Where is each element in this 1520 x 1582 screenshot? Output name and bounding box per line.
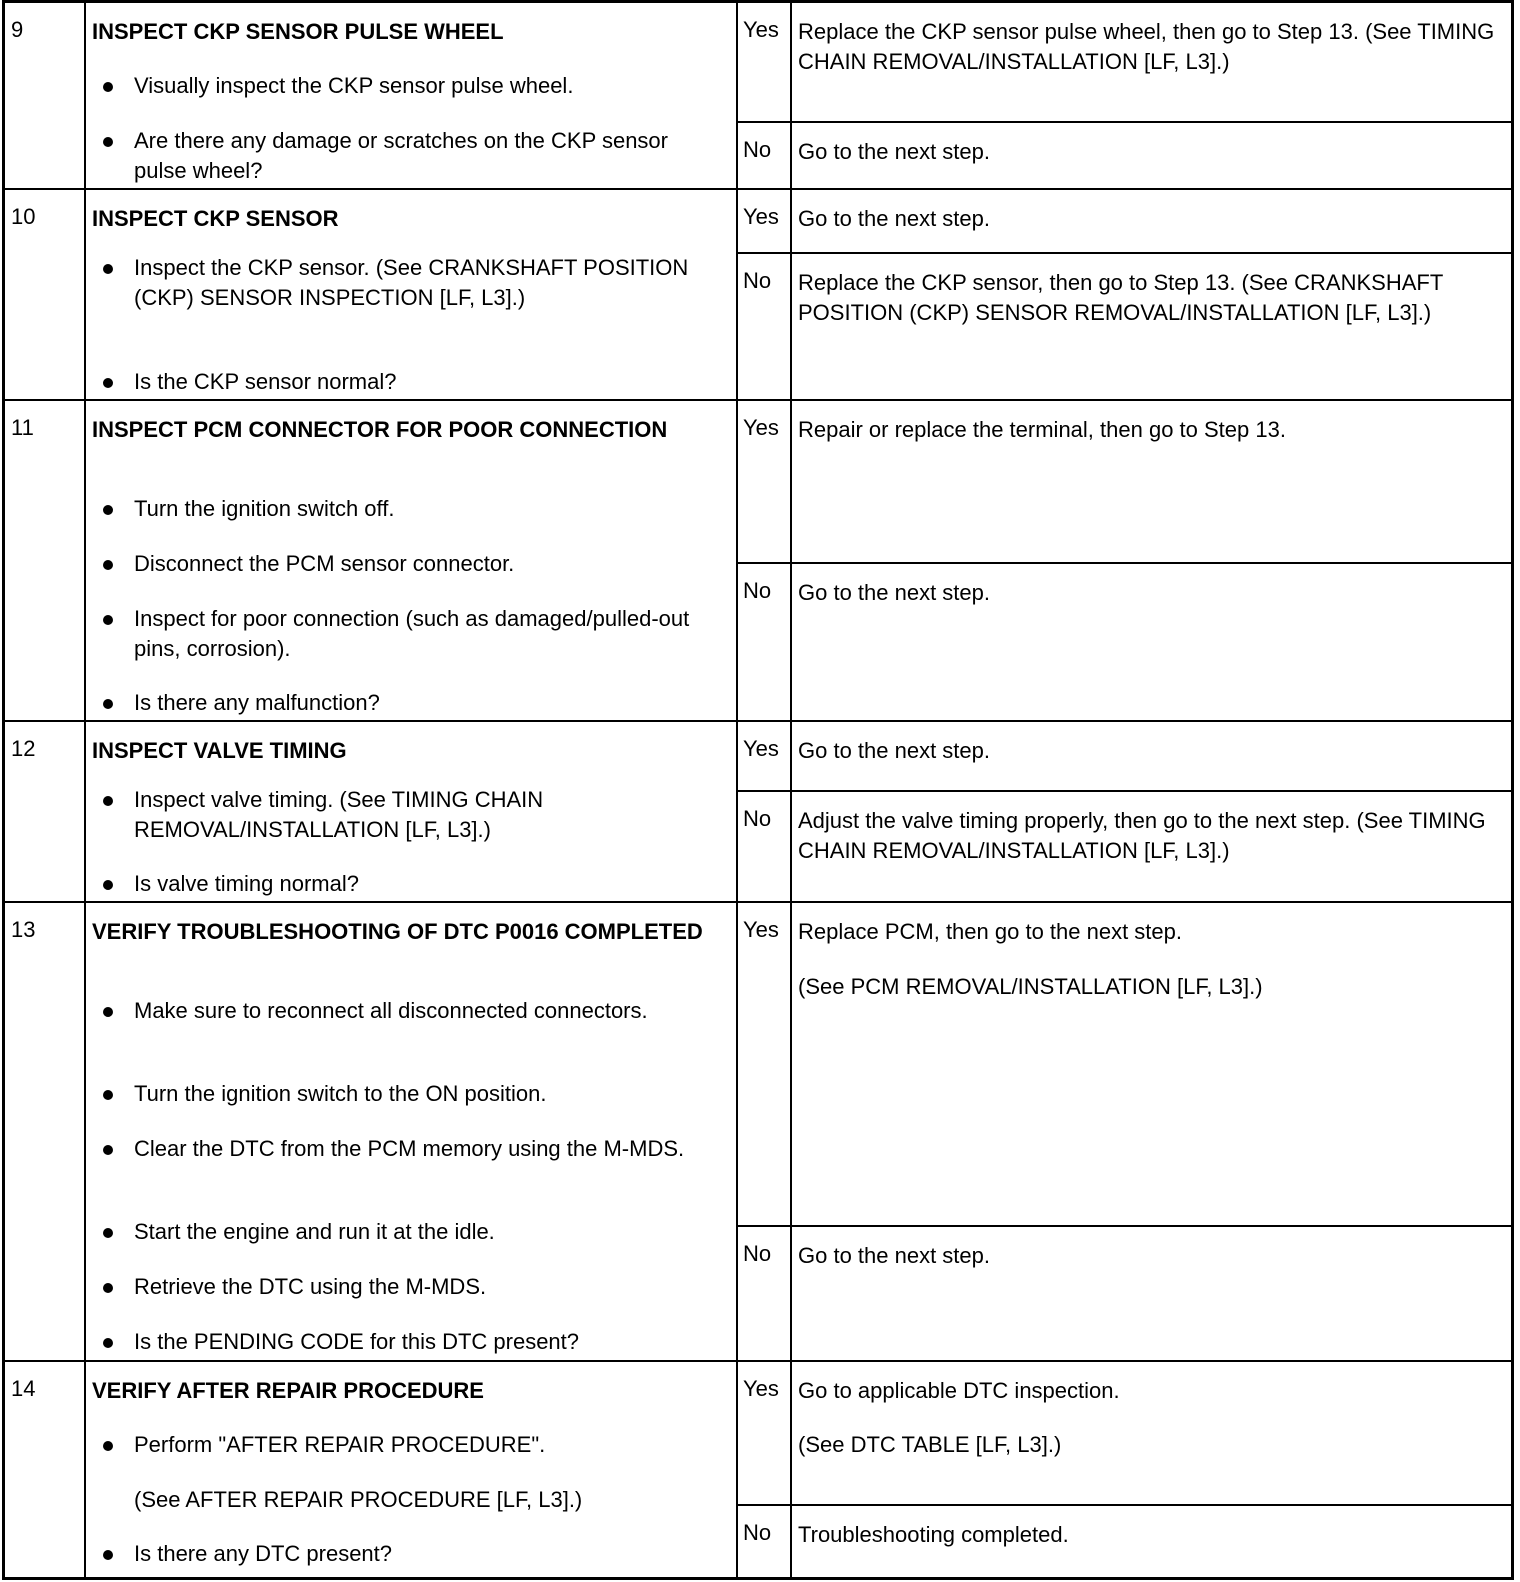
step-number-cell	[5, 190, 86, 401]
bullet-icon	[103, 880, 113, 890]
bullet-icon	[103, 615, 113, 625]
no-label: No	[743, 578, 772, 603]
step-number-cell	[5, 401, 86, 722]
yes-branch	[738, 903, 1511, 1225]
no-action: Go to the next step.	[798, 139, 991, 164]
step-number: 10	[11, 204, 36, 229]
step-number-cell	[5, 722, 86, 903]
step-cell	[86, 722, 738, 903]
step-title: INSPECT VALVE TIMING	[92, 738, 347, 763]
table-row	[5, 3, 1511, 190]
bullet-item: Is valve timing normal?	[134, 869, 724, 899]
step-title: VERIFY AFTER REPAIR PROCEDURE	[92, 1378, 484, 1403]
bullet-item: Visually inspect the CKP sensor pulse wheel.	[134, 71, 724, 101]
step-title: INSPECT PCM CONNECTOR FOR POOR CONNECTION	[92, 417, 668, 442]
bullet-item: Inspect valve timing. (See TIMING CHAIN REMOVAL/INSTALLATION [LF, L3].)	[134, 785, 724, 845]
bullet-icon	[103, 1338, 113, 1348]
bullet-item: Is the PENDING CODE for this DTC present?	[134, 1327, 724, 1357]
yes-branch	[738, 722, 1511, 790]
no-branch	[738, 1225, 1511, 1362]
yes-label: Yes	[743, 1376, 779, 1401]
bullet-icon	[103, 1228, 113, 1238]
bullet-note: (See AFTER REPAIR PROCEDURE [LF, L3].)	[134, 1487, 583, 1512]
bullet-item: Disconnect the PCM sensor connector.	[134, 549, 724, 579]
yes-action: Go to applicable DTC inspection.	[798, 1378, 1120, 1403]
bullet-item: Inspect the CKP sensor. (See CRANKSHAFT POSITION (CKP) SENSOR INSPECTION [LF, L3].)	[134, 253, 724, 313]
step-cell	[86, 190, 738, 401]
bullet-icon	[103, 1007, 113, 1017]
result-cell	[738, 903, 1511, 1362]
no-branch	[738, 562, 1511, 722]
bullet-item: Turn the ignition switch off.	[134, 494, 724, 524]
bullet-icon	[103, 1090, 113, 1100]
troubleshooting-table	[2, 0, 1514, 1580]
table-row	[5, 720, 1511, 903]
bullet-item: Clear the DTC from the PCM memory using the M-MDS.	[134, 1134, 724, 1164]
step-number: 11	[11, 415, 34, 440]
no-action: Troubleshooting completed.	[798, 1522, 1069, 1547]
bullet-icon	[103, 796, 113, 806]
bullet-icon	[103, 137, 113, 147]
bullet-icon	[103, 1550, 113, 1560]
yes-label: Yes	[743, 736, 779, 761]
no-label: No	[743, 806, 772, 831]
table-row	[5, 1360, 1511, 1577]
bullet-icon	[103, 82, 113, 92]
step-number-cell	[5, 903, 86, 1362]
table-row	[5, 399, 1511, 722]
yes-label: Yes	[743, 204, 779, 229]
bullet-item: Start the engine and run it at the idle.	[134, 1217, 724, 1247]
step-cell	[86, 1362, 738, 1577]
yes-label: Yes	[743, 415, 779, 440]
bullet-icon	[103, 505, 113, 515]
step-number: 13	[11, 917, 36, 942]
yes-branch	[738, 190, 1511, 252]
step-number: 9	[11, 17, 24, 42]
step-cell	[86, 401, 738, 722]
table-row	[5, 901, 1511, 1362]
no-branch	[738, 1504, 1511, 1579]
bullet-item: Is there any malfunction?	[134, 688, 724, 718]
bullet-icon	[103, 1283, 113, 1293]
yes-branch	[738, 1362, 1511, 1504]
bullet-item: Inspect for poor connection (such as damaged/pulled-out pins, corrosion).	[134, 604, 724, 664]
no-action: Adjust the valve timing properly, then go to the next step. (See TIMING CHAIN REMOVAL/INSTALLATION [LF, L3].)	[798, 808, 1486, 863]
yes-reference: (See DTC TABLE [LF, L3].)	[798, 1432, 1062, 1457]
bullet-item: Perform "AFTER REPAIR PROCEDURE".	[134, 1430, 724, 1460]
yes-action: Go to the next step.	[798, 738, 991, 763]
bullet-item: Retrieve the DTC using the M-MDS.	[134, 1272, 724, 1302]
result-cell	[738, 722, 1511, 903]
bullet-icon	[103, 560, 113, 570]
no-branch	[738, 121, 1511, 188]
result-cell	[738, 190, 1511, 401]
no-label: No	[743, 268, 772, 293]
yes-action: Repair or replace the terminal, then go to Step 13.	[798, 417, 1286, 442]
bullet-item: Make sure to reconnect all disconnected connectors.	[134, 996, 724, 1026]
step-title: INSPECT CKP SENSOR PULSE WHEEL	[92, 19, 504, 44]
bullet-item: Is the CKP sensor normal?	[134, 367, 724, 397]
bullet-icon	[103, 264, 113, 274]
bullet-item: Turn the ignition switch to the ON position.	[134, 1079, 724, 1109]
yes-action: Go to the next step.	[798, 206, 991, 231]
no-action: Replace the CKP sensor, then go to Step 13. (See CRANKSHAFT POSITION (CKP) SENSOR REMOVAL/INSTALLATION [LF, L3].)	[798, 270, 1443, 325]
step-cell	[86, 903, 738, 1362]
step-number-cell	[5, 3, 86, 190]
yes-label: Yes	[743, 17, 779, 42]
step-number: 14	[11, 1376, 36, 1401]
result-cell	[738, 3, 1511, 190]
no-label: No	[743, 137, 772, 162]
bullet-icon	[103, 1441, 113, 1451]
no-label: No	[743, 1520, 772, 1545]
bullet-icon	[103, 378, 113, 388]
no-branch	[738, 790, 1511, 903]
yes-reference: (See PCM REMOVAL/INSTALLATION [LF, L3].)	[798, 974, 1263, 999]
bullet-item: Is there any DTC present?	[134, 1539, 724, 1569]
yes-branch	[738, 401, 1511, 562]
step-title: INSPECT CKP SENSOR	[92, 206, 339, 231]
result-cell	[738, 1362, 1511, 1577]
no-label: No	[743, 1241, 772, 1266]
step-number-cell	[5, 1362, 86, 1577]
result-cell	[738, 401, 1511, 722]
table-row	[5, 188, 1511, 401]
no-branch	[738, 252, 1511, 401]
yes-action: Replace PCM, then go to the next step.	[798, 919, 1183, 944]
no-action: Go to the next step.	[798, 580, 991, 605]
yes-label: Yes	[743, 917, 779, 942]
bullet-item: Are there any damage or scratches on the CKP sensor pulse wheel?	[134, 126, 724, 186]
step-cell	[86, 3, 738, 190]
yes-branch	[738, 3, 1511, 121]
bullet-icon	[103, 699, 113, 709]
step-number: 12	[11, 736, 36, 761]
step-title: VERIFY TROUBLESHOOTING OF DTC P0016 COMPLETED	[92, 919, 703, 944]
yes-action: Replace the CKP sensor pulse wheel, then go to Step 13. (See TIMING CHAIN REMOVAL/INSTALLATION [LF, L3].)	[798, 19, 1495, 74]
no-action: Go to the next step.	[798, 1243, 991, 1268]
bullet-icon	[103, 1145, 113, 1155]
